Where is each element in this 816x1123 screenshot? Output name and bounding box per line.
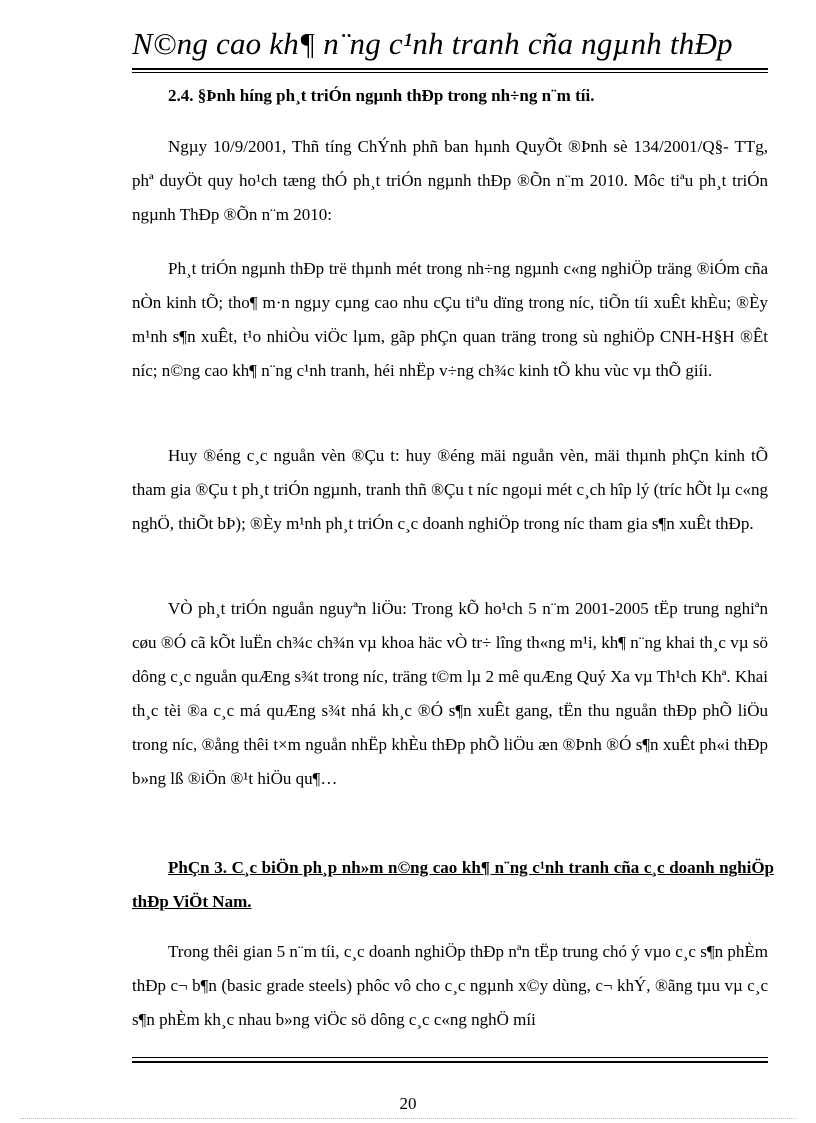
footer-rule-thick: [132, 1061, 768, 1063]
part-heading: PhÇn 3. C¸c biÖn ph¸p nh»m n©ng cao kh¶ n¨ng c¹nh tranh cña c¸c doanh nghiÖp thÐp ViÖt Nam.: [132, 858, 774, 911]
header-rule-thick: [132, 68, 768, 70]
footer-dotted-line: [20, 1118, 796, 1119]
section-heading: 2.4. §Þnh híng ph¸t triÓn ngµnh thÐp trong nh÷ng n¨m tíi.: [168, 86, 595, 105]
paragraph-closing: Trong thêi gian 5 n¨m tíi, c¸c doanh nghiÖp thÐp nªn tËp trung chó ý vµo c¸c s¶n phÈm thÐp c¬ b¶n (basic grade steels) phôc vô cho c¸c ngµnh x©y dùng, c¬ khÝ, ®ãng tµu vµ c¸c s¶n phÈm kh¸c nhau b»ng viÖc sö dông c¸c c«ng nghÖ míi: [132, 942, 768, 1029]
paragraph-investment: Huy ®éng c¸c nguån vèn ®Çu t: huy ®éng mäi nguån vèn, mäi thµnh phÇn kinh tÕ tham gia ®Çu t ph¸t triÓn ngµnh, tranh thñ ®Çu t níc ngoµi mét c¸ch hîp lý (tríc hÕt lµ c«ng nghÖ, thiÕt bÞ); ®Èy m¹nh ph¸t triÓn c¸c doanh nghiÖp trong níc tham gia s¶n xuÊt thÐp.: [132, 446, 768, 533]
footer-rule-thin: [132, 1057, 768, 1058]
paragraph-development-goal: Ph¸t triÓn ngµnh thÐp trë thµnh mét trong nh÷ng ngµnh c«ng nghiÖp träng ®iÓm cña nÒn kinh tÕ; tho¶ m·n ngµy cµng cao nhu cÇu tiªu dïng trong níc, tiÕn tíi xuÊt khÈu; ®Èy m¹nh s¶n xuÊt, t¹o nhiÒu viÖc lµm, gãp phÇn quan träng trong sù nghiÖp CNH-H§H ®Êt níc; n©ng cao kh¶ n¨ng c¹nh tranh, héi nhËp v÷ng ch¾c kinh tÕ khu vùc vµ thÕ giíi.: [132, 259, 768, 380]
running-header-title: N©ng cao kh¶ n¨ng c¹nh tranh cña ngµnh thÐp: [132, 26, 733, 61]
paragraph-raw-materials: VÒ ph¸t triÓn nguån nguyªn liÖu: Trong kÕ ho¹ch 5 n¨m 2001-2005 tËp trung nghiªn cøu ®Ó cã kÕt luËn ch¾c ch¾n vµ khoa häc vÒ tr÷ lîng th«ng m¹i, kh¶ n¨ng khai th¸c vµ sö dông c¸c nguån quÆng s¾t trong níc, träng t©m lµ 2 mê quÆng Quý Xa vµ Th¹ch Khª. Khai th¸c tèi ®a c¸c má quÆng s¾t nhá kh¸c ®Ó s¶n xuÊt gang, tËn thu nguån thÐp phÕ liÖu trong níc, ®ång thêi t×m nguån nhËp khÈu thÐp phÕ liÖu æn ®Þnh ®Ó s¶n xuÊt ph«i thÐp b»ng lß ®iÖn ®¹t hiÖu qu¶…: [132, 599, 768, 788]
page-number: 20: [399, 1094, 417, 1113]
paragraph-decision: Ngµy 10/9/2001, Thñ tíng ChÝnh phñ ban hµnh QuyÕt ®Þnh sè 134/2001/Q§- TTg, phª duyÖt quy ho¹ch tæng thÓ ph¸t triÓn ngµnh thÐp ®Õn n¨m 2010. Môc tiªu ph¸t triÓn ngµnh ThÐp ®Õn n¨m 2010:: [132, 137, 768, 224]
header-rule-thin: [132, 72, 768, 73]
